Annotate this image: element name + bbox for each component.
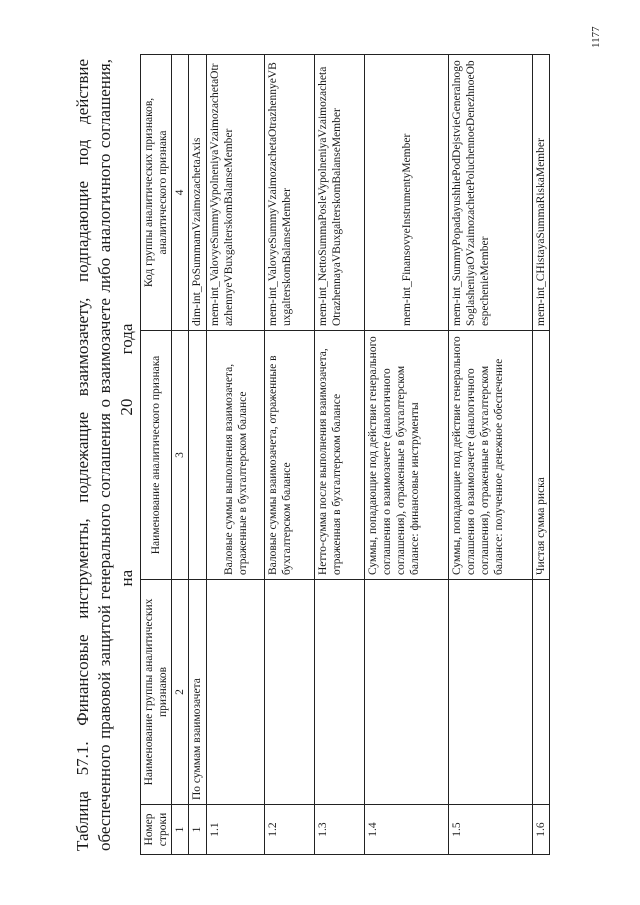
rotated-page-content (70, 55, 550, 855)
row-number: 1.3 (315, 805, 365, 855)
column-number: 4 (172, 55, 189, 331)
table-row (189, 55, 207, 855)
group-name-cell (315, 580, 365, 805)
attribute-name-cell (189, 331, 207, 580)
caption-year-prefix: 20 (117, 398, 136, 416)
code-cell: mem-int_FinansovyeInstrumentyMember (365, 55, 449, 331)
table-row (449, 55, 533, 855)
column-number: 2 (172, 580, 189, 805)
attribute-name-cell: Чистая сумма риска (533, 331, 550, 580)
attribute-name-cell: Суммы, попадающие под действие генерального соглашения о взаимозачете (аналогичного соглашения), отраженные в бухгалтерском балансе: финансовые инструменты (365, 331, 449, 580)
code-cell: mem-int_ValovyeSummyVypolneniyaVzaimozachetaOtrazhennyeVBuxgalterskomBalanseMember (207, 55, 265, 331)
group-name-cell: По суммам взаимозачета (189, 580, 207, 805)
group-name-cell (207, 580, 265, 805)
header-row (141, 55, 172, 855)
group-name-cell (365, 580, 449, 805)
header-group-name: Наименование группы аналитических признаков (141, 580, 172, 805)
attribute-name-cell: Валовые суммы выполнения взаимозачета, отраженные в бухгалтерском балансе (207, 331, 265, 580)
column-number: 1 (172, 805, 189, 855)
table-row (265, 55, 315, 855)
row-number: 1 (189, 805, 207, 855)
code-cell: mem-int_NettoSummaPosleVypolneniyaVzaimozachetaOtrazhennayaVBuxgalterskomBalanseMember (315, 55, 365, 331)
table-row (207, 55, 265, 855)
code-cell: mem-int_CHistayaSummaRiskaMember (533, 55, 550, 331)
row-number: 1.1 (207, 805, 265, 855)
column-number-row (172, 55, 189, 855)
table-row (315, 55, 365, 855)
group-name-cell (449, 580, 533, 805)
caption-year-suffix: года (117, 323, 136, 355)
header-row-number: Номер строки (141, 805, 172, 855)
attribute-name-cell: Нетто-сумма после выполнения взаимозачета, отраженная в бухгалтерском балансе (315, 331, 365, 580)
code-cell: mem-int_ValovyeSummyVzaimozachetaOtrazhennyeVBuxgalterskomBalanseMember (265, 55, 315, 331)
header-attribute-name: Наименование аналитического признака (141, 331, 172, 580)
group-name-cell (265, 580, 315, 805)
code-cell: dim-int_PoSummamVzaimozachetaAxis (189, 55, 207, 331)
header-code: Код группы аналитических признаков, аналитического признака (141, 55, 172, 331)
table-row (365, 55, 449, 855)
caption-text: Таблица 57.1. Финансовые инструменты, подлежащие взаимозачету, подпадающие под действие обеспеченного правовой защитой генерального соглашения о взаимозачете либо аналогичного соглашения, на (73, 59, 136, 851)
table-caption (70, 55, 140, 855)
code-cell: mem-int_SummyPopadayushhiePodDejstvieGeneralnogoSoglasheniyaOVzaimozachetePoluchennoeDenezhnoeObespechenieMember (449, 55, 533, 331)
page-number: 1177 (590, 26, 602, 48)
table-row (533, 55, 550, 855)
data-table (140, 54, 550, 855)
row-number: 1.2 (265, 805, 315, 855)
attribute-name-cell: Валовые суммы взаимозачета, отраженные в бухгалтерском балансе (265, 331, 315, 580)
attribute-name-cell: Суммы, попадающие под действие генерального соглашения о взаимозачете (аналогичного соглашения), отраженные в бухгалтерском балансе: полученное денежное обеспечение (449, 331, 533, 580)
row-number: 1.4 (365, 805, 449, 855)
row-number: 1.5 (449, 805, 533, 855)
column-number: 3 (172, 331, 189, 580)
row-number: 1.6 (533, 805, 550, 855)
group-name-cell (533, 580, 550, 805)
